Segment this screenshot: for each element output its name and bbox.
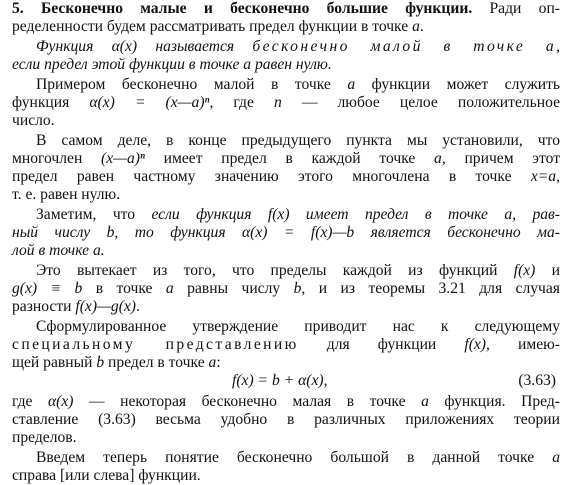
text-line xyxy=(36,76,560,94)
text-segment: справа [или слева] функции. xyxy=(12,466,201,484)
text-segment: равны числу xyxy=(173,280,294,297)
text-segment: a xyxy=(421,392,429,410)
equation-number: (3.63) xyxy=(518,372,556,390)
text-segment: (x—a)ⁿ xyxy=(101,149,145,167)
text-segment: лой в точке a. xyxy=(12,242,105,260)
text-segment: пределов. xyxy=(12,429,77,446)
text-line xyxy=(12,393,560,411)
text-segment: , xyxy=(556,168,560,185)
text-segment: — некоторая бесконечно малая в точке xyxy=(73,392,422,410)
text-line xyxy=(36,449,560,467)
text-segment: ⁿ xyxy=(204,93,210,111)
text-line xyxy=(12,18,560,36)
text-line xyxy=(12,186,560,204)
text-line xyxy=(12,467,560,485)
text-segment: щей равный xyxy=(12,354,97,372)
text-segment: ставление (3.63) весьма удобно в различных приложениях теории xyxy=(12,410,560,428)
text-line xyxy=(12,298,560,316)
text-segment: f(x) xyxy=(464,336,486,353)
text-segment: если функция f(x) имеет предел в точке a, рав- xyxy=(151,205,560,223)
equation-expression: f(x) = b + α(x), xyxy=(232,372,328,390)
text-segment: Ради оп- xyxy=(472,0,561,17)
text-segment: многочлен xyxy=(12,149,102,167)
text-line xyxy=(12,354,560,372)
text-segment: a xyxy=(552,448,560,466)
text-segment: функция xyxy=(12,93,90,111)
text-line xyxy=(12,94,560,112)
text-segment: функция. Пред- xyxy=(428,392,560,410)
text-segment: α(x) xyxy=(48,392,74,410)
text-segment: g(x) ≡ b xyxy=(12,280,83,297)
text-segment: где xyxy=(12,392,48,410)
text-line xyxy=(12,242,560,260)
text-segment: разности xyxy=(12,298,76,316)
text-segment: Это вытекает из того, что пределы каждой из функций xyxy=(36,261,514,279)
text-segment: , имею- xyxy=(486,336,560,353)
text-segment: в точке xyxy=(82,280,166,297)
text-line xyxy=(36,206,560,224)
text-segment: Сформулированное утверждение приводит нас к следующему xyxy=(36,317,560,335)
text-segment: α(x) = (x—a) xyxy=(89,93,205,111)
text-line xyxy=(12,168,560,186)
text-line xyxy=(36,318,560,336)
text-segment: Заметим, что xyxy=(36,205,152,223)
text-segment: f(x) xyxy=(513,261,536,279)
text-segment: . xyxy=(136,298,140,316)
text-segment: Функция α(x) называется xyxy=(36,37,253,55)
text-segment: предел в точке xyxy=(104,354,209,372)
text-segment: специальному представлению xyxy=(12,336,299,353)
text-line xyxy=(36,262,560,280)
text-segment: , xyxy=(556,37,560,55)
text-line xyxy=(12,429,560,447)
text-segment: ный числу b, то функция α(x) = f(x)—b является бесконечно ма- xyxy=(12,224,560,241)
text-segment: , причем этот xyxy=(441,149,561,167)
text-segment: 5. Бесконечно малые и бесконечно большие функции. xyxy=(12,0,473,17)
text-segment: число. xyxy=(12,112,55,129)
text-segment: — любое целое положительное xyxy=(281,93,561,111)
text-line xyxy=(36,132,560,150)
text-segment: n xyxy=(273,93,282,111)
text-segment: бесконечно малой в точке a xyxy=(252,37,557,55)
text-line xyxy=(12,411,560,429)
text-segment: В самом деле, в конце предыдущего пункта мы установили, что xyxy=(36,131,560,149)
text-segment: Примером бесконечно малой в точке xyxy=(36,75,348,93)
text-segment: f(x)—g(x) xyxy=(75,298,136,316)
text-segment: , и из теоремы 3.21 для случая xyxy=(301,280,560,297)
text-segment: и xyxy=(535,261,561,279)
text-segment: ределенности будем рассматривать предел функции в точке xyxy=(12,18,413,36)
text-segment: имеет предел в каждой точке xyxy=(144,149,435,167)
text-segment: если предел этой функции в точке a равен нулю. xyxy=(12,56,332,73)
text-segment: предел равен частному значению этого многочлена в точке xyxy=(12,168,531,185)
text-line xyxy=(12,0,560,18)
text-segment: функции может служить xyxy=(355,75,560,93)
text-line xyxy=(12,280,560,298)
text-segment: : xyxy=(216,354,221,372)
text-segment: a xyxy=(434,149,442,167)
text-segment: a xyxy=(347,75,356,93)
text-segment: для функции xyxy=(298,336,465,353)
text-segment: x=a xyxy=(530,168,557,185)
text-line xyxy=(12,336,560,354)
text-segment: , где xyxy=(209,93,274,111)
text-segment: a xyxy=(412,18,420,36)
text-segment: Введем теперь понятие бесконечно большой в данной точке xyxy=(36,448,553,466)
text-segment: a xyxy=(208,354,217,372)
text-segment: . xyxy=(419,18,424,36)
text-line xyxy=(12,150,560,168)
text-line xyxy=(12,224,560,242)
text-segment: b xyxy=(293,280,302,297)
text-line xyxy=(12,56,560,74)
text-line xyxy=(12,112,560,130)
text-line xyxy=(36,38,560,56)
text-segment: b xyxy=(96,354,105,372)
text-segment: a xyxy=(165,280,174,297)
text-segment: т. е. равен нулю. xyxy=(12,186,121,204)
